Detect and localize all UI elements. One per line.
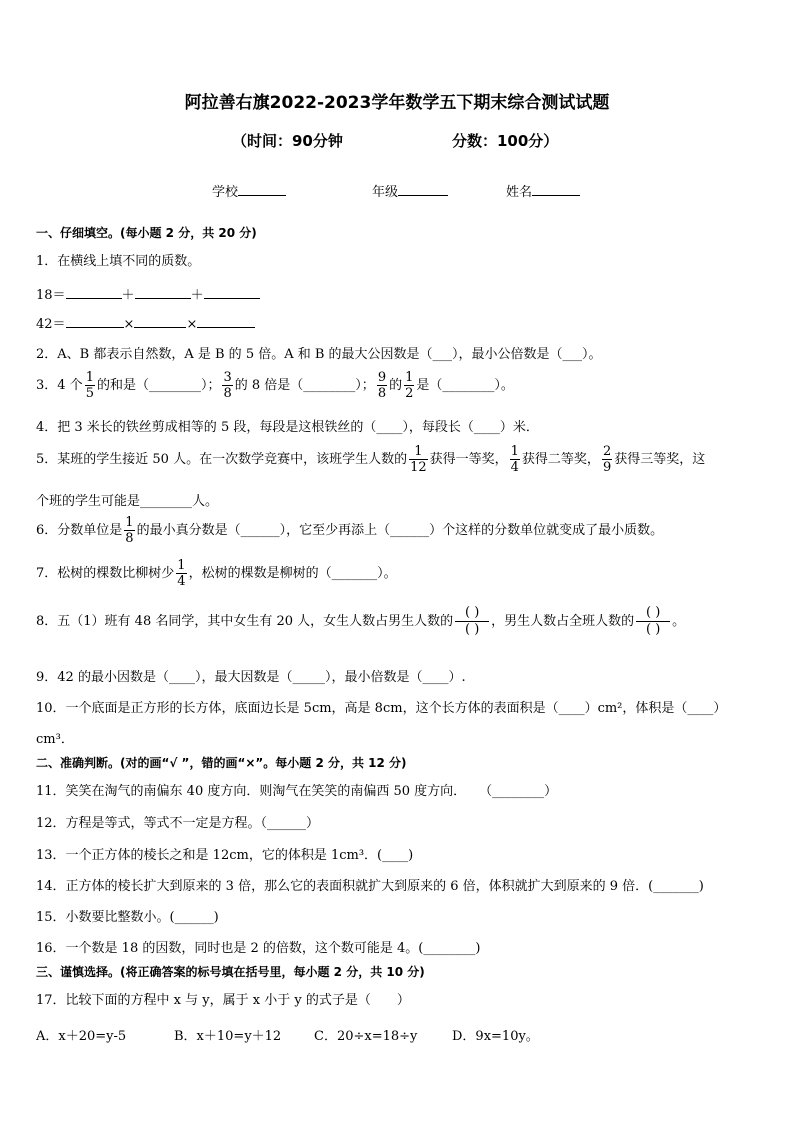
blank-denominator: ( ) — [646, 622, 661, 637]
question-17: 17．比较下面的方程中 x 与 y，属于 x 小于 y 的式子是（ ） — [36, 993, 410, 1008]
question-10: 10．一个底面是正方形的长方体，底面边长是 5cm，高是 8cm，这个长方体的表面积是（____）cm²，体积是（____） — [36, 701, 727, 716]
fraction — [85, 370, 95, 401]
q3-text: 的 8 倍是（________）； — [234, 378, 375, 393]
school-field — [212, 181, 286, 200]
answer-blank[interactable] — [134, 314, 186, 328]
total-score: 分数：100分） — [452, 132, 559, 150]
fraction — [377, 370, 387, 401]
eq1-lhs: 18＝ — [36, 288, 66, 303]
fraction — [602, 444, 612, 475]
school-blank[interactable] — [238, 182, 286, 196]
fraction — [404, 370, 414, 401]
answer-blank[interactable] — [66, 285, 122, 299]
q5-text: 获得三等奖，这 — [614, 452, 706, 467]
q8-text: ，男生人数占全班人数的 — [491, 614, 635, 629]
option-b[interactable]: B．x＋10=y＋12 — [174, 1029, 282, 1044]
question-5 — [36, 444, 705, 475]
q6-text: 的最小真分数是（______），它至少再添上（______）个这样的分数单位就变成了最小质数。 — [136, 523, 664, 538]
numerator: 1 — [85, 370, 94, 385]
denominator: 12 — [410, 460, 427, 475]
eq2-lhs: 42＝ — [36, 317, 66, 332]
question-10-line2: cm³． — [36, 732, 74, 747]
question-5-line2: 个班的学生可能是________人。 — [36, 494, 219, 509]
question-1: 1．在横线上填不同的质数。 — [36, 254, 201, 269]
question-11: 11．笑笑在淘气的南偏东 40 度方向．则淘气在笑笑的南偏西 50 度方向． （________） — [36, 784, 558, 799]
numerator: 9 — [377, 370, 387, 385]
time-limit: （时间：90分钟 — [232, 132, 343, 150]
question-3 — [36, 370, 514, 401]
q7-text: 7．松树的棵数比柳树少 — [36, 566, 175, 581]
denominator: 8 — [125, 531, 134, 546]
name-field — [506, 181, 580, 200]
grade-label: 年级 — [372, 185, 399, 200]
q3-text: 的 — [389, 378, 403, 393]
question-4: 4．把 3 米长的铁丝剪成相等的 5 段，每段是这根铁丝的（____），每段长（____）米． — [36, 420, 539, 435]
q8-text: 8．五（1）班有 48 名同学，其中女生有 20 人，女生人数占男生人数的 — [36, 614, 454, 629]
question-14: 14．正方体的棱长扩大到原来的 3 倍，那么它的表面积就扩大到原来的 6 倍，体积就扩大到原来的 9 倍．(_______) — [36, 879, 704, 894]
question-7 — [36, 558, 397, 589]
question-1-eq2 — [36, 313, 255, 332]
section3-heading: 三、谨慎选择。(将正确答案的标号填在括号里，每小题 2 分，共 10 分) — [36, 965, 425, 979]
q6-text: 6．分数单位是 — [36, 523, 123, 538]
q3-text: 3．4 个 — [36, 378, 83, 393]
option-c[interactable]: C．20÷x=18÷y — [314, 1029, 418, 1044]
fraction — [222, 370, 232, 401]
denominator: 9 — [602, 460, 612, 475]
question-6 — [36, 515, 663, 546]
numerator: 1 — [510, 444, 519, 459]
question-2: 2．A、B 都表示自然数，A 是 B 的 5 倍。A 和 B 的最大公因数是（___），最小公倍数是（___）。 — [36, 347, 602, 362]
section2-heading: 二、准确判断。(对的画“√ ”，错的画“×”。每小题 2 分，共 12 分) — [36, 756, 407, 770]
answer-blank[interactable] — [66, 314, 124, 328]
blank-denominator: ( ) — [465, 622, 480, 637]
school-label: 学校 — [212, 185, 239, 200]
fraction — [124, 515, 134, 546]
name-label: 姓名 — [506, 185, 533, 200]
question-15: 15．小数要比整数小。(______) — [36, 910, 219, 925]
numerator: 3 — [223, 370, 232, 385]
q5-text: 5．某班的学生接近 50 人。在一次数学竞赛中，该班学生人数的 — [36, 452, 408, 467]
numerator: 1 — [405, 370, 414, 385]
q8-text: 。 — [672, 614, 686, 629]
q7-text: ，松树的棵数是柳树的（_______）。 — [188, 566, 397, 581]
option-d[interactable]: D．9x=10y。 — [452, 1029, 539, 1044]
question-1-eq1 — [36, 284, 260, 303]
numerator: 1 — [414, 444, 423, 459]
numerator: 1 — [177, 558, 186, 573]
times-sign: × — [123, 317, 135, 332]
question-12: 12．方程是等式，等式不一定是方程。（______） — [36, 816, 320, 831]
plus-sign: ＋ — [121, 288, 135, 303]
question-13: 13．一个正方体的棱长之和是 12cm，它的体积是 1cm³．(____) — [36, 848, 414, 863]
blank-fraction[interactable] — [636, 605, 670, 638]
answer-blank[interactable] — [135, 285, 191, 299]
fraction — [409, 444, 428, 475]
denominator: 5 — [85, 386, 94, 401]
denominator: 4 — [177, 574, 186, 589]
numerator: 1 — [125, 515, 134, 530]
times-sign: × — [186, 317, 198, 332]
plus-sign: ＋ — [190, 288, 204, 303]
fraction — [510, 444, 520, 475]
q5-text: 获得一等奖， — [429, 452, 508, 467]
blank-numerator: ( ) — [465, 605, 480, 620]
q3-text: 的和是（________）； — [96, 378, 221, 393]
section1-heading: 一、仔细填空。(每小题 2 分，共 20 分) — [36, 226, 257, 240]
grade-blank[interactable] — [398, 182, 448, 196]
name-blank[interactable] — [532, 182, 580, 196]
denominator: 8 — [377, 386, 387, 401]
option-a[interactable]: A．x＋20=y-5 — [36, 1029, 127, 1044]
answer-blank[interactable] — [204, 285, 260, 299]
page-title: 阿拉善右旗2022-2023学年数学五下期末综合测试试题 — [184, 93, 610, 113]
q5-text: 获得二等奖， — [521, 452, 600, 467]
q3-text: 是（________）。 — [416, 378, 514, 393]
question-8 — [36, 605, 685, 638]
denominator: 8 — [223, 386, 232, 401]
fraction — [176, 558, 186, 589]
denominator: 2 — [405, 386, 414, 401]
blank-numerator: ( ) — [646, 605, 661, 620]
grade-field — [372, 181, 448, 200]
numerator: 2 — [602, 444, 612, 459]
question-16: 16．一个数是 18 的因数，同时也是 2 的倍数，这个数可能是 4。(________) — [36, 941, 481, 956]
denominator: 4 — [510, 460, 519, 475]
question-9: 9．42 的最小因数是（____），最大因数是（_____），最小倍数是（____）. — [36, 670, 466, 685]
answer-blank[interactable] — [197, 314, 255, 328]
blank-fraction[interactable] — [455, 605, 489, 638]
